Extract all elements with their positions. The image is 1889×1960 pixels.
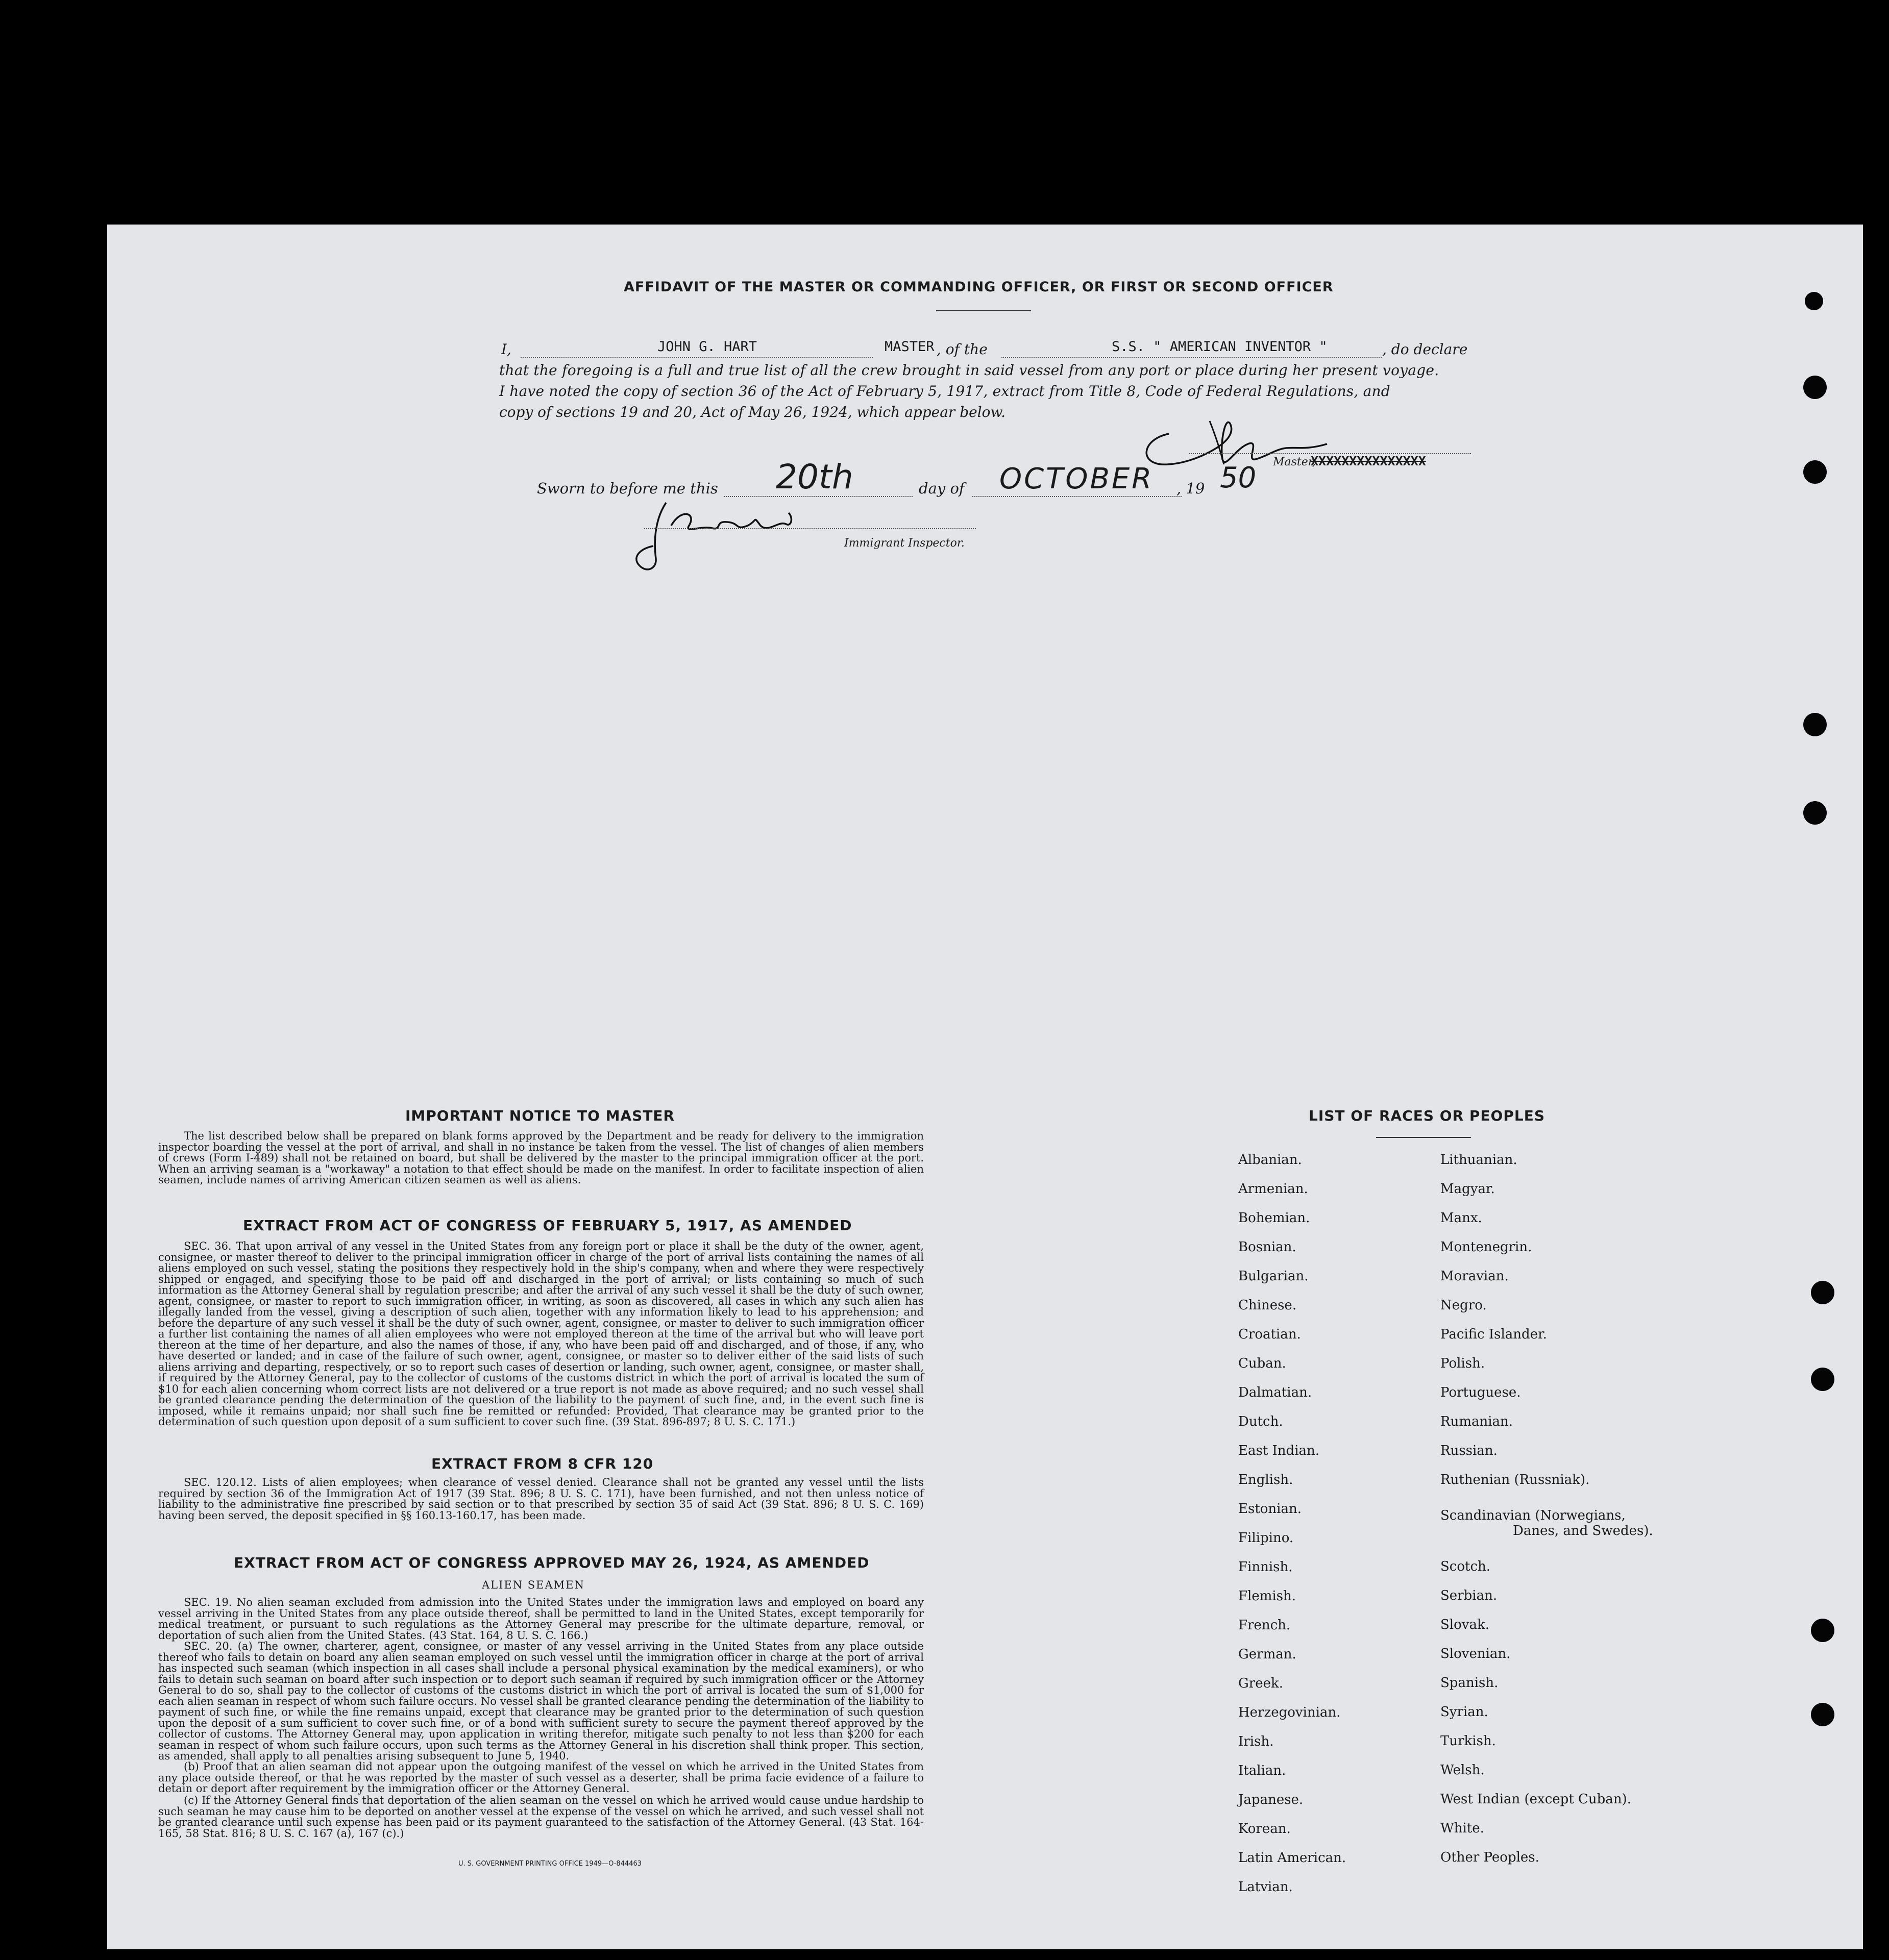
race-item: German. — [1238, 1647, 1296, 1662]
race-item: Welsh. — [1440, 1763, 1485, 1778]
notice-text: The list described below shall be prepared on blank forms approved by the Department and be ready for delivery to the immigration inspector boarding the vessel at the port of arrival, and shall in no instance be taken from the vessel. The list of changes of alien members of crews (Form I-489) shall not be retained on board, but shall be delivered by the master to the principal immigration officer at the port. When an arriving seaman is a "workaway" a notation to that effect should be made on the manifest. In order to facilitate inspection of alien seamen, include names of arriving American citizen seamen as well as aliens. — [158, 1130, 924, 1186]
i-label: I, — [501, 341, 511, 358]
affidavit-title: AFFIDAVIT OF THE MASTER OR COMMANDING OFFICER, OR FIRST OR SECOND OFFICER — [624, 279, 1334, 295]
race-item: Ruthenian (Russniak). — [1440, 1472, 1590, 1487]
punch-hole — [1803, 713, 1827, 736]
sec20c-text: (c) If the Attorney General finds that deportation of the alien seaman on the vessel on which he arrived would cause undue hardship to such seaman he may cause him to be deported on another vessel at the expense of the vessel on which he arrived, and such vessel shall not be granted clearance until such expense has been paid or its payment guaranteed to the satisfaction of the Attorney General. (43 Stat. 164-165, 58 Stat. 816; 8 U. S. C. 167 (a), 167 (c).) — [158, 1794, 924, 1840]
alien-seamen-subtitle: ALIEN SEAMEN — [482, 1579, 585, 1591]
race-item: Bohemian. — [1238, 1210, 1310, 1226]
race-item: Albanian. — [1238, 1152, 1302, 1168]
extract-cfr-title: EXTRACT FROM 8 CFR 120 — [431, 1455, 654, 1472]
month-value: OCTOBER — [999, 462, 1154, 495]
race-item: Portuguese. — [1440, 1385, 1521, 1400]
punch-hole — [1805, 292, 1823, 310]
punch-hole — [1803, 376, 1827, 399]
race-item: Spanish. — [1440, 1675, 1499, 1691]
race-item: Slovenian. — [1440, 1646, 1511, 1661]
affidavit-line-4: copy of sections 19 and 20, Act of May 26, 1924, which appear below. — [499, 404, 1006, 420]
race-item: Cuban. — [1238, 1356, 1286, 1371]
extract-1924-title: EXTRACT FROM ACT OF CONGRESS APPROVED MAY 26, 1924, AS AMENDED — [234, 1554, 870, 1571]
master-name: JOHN G. HART — [657, 339, 757, 355]
race-item: Moravian. — [1440, 1269, 1509, 1284]
sec20a-text: SEC. 20. (a) The owner, charterer, agent, consignee, or master of any vessel arriving in the United States from any place outside thereof who fails to detain on board any alien seaman employed on such vessel until the immigration officer in charge at the port of arrival has inspected such seaman (which inspection in all cases shall include a personal physical examination by the medical examiners), or who fails to detain such seaman on board after such inspection or to deport such seaman if required by such immigration officer or the Attorney General to do so, shall pay to the collector of customs of the customs district in which the port of arrival is located the sum of $1,000 for each alien seaman in respect of whom such failure occurs. No vessel shall be granted clearance pending the determination of the liability to payment of such fine, or while the fine remains unpaid, except that clearance may be granted prior to the determination of such question upon the deposit of a sum sufficient to cover such fine, or of a bond with sufficient surety to secure the payment thereof approved by the collector of customs. The Attorney General may, upon application in writing therefor, mitigate such penalty to not less than $200 for each seaman in respect of whom such failure occurs, upon such terms as the Attorney General in his discretion shall think proper. This section, as amended, shall apply to all penalties arising subsequent to June 5, 1940. — [158, 1640, 924, 1762]
race-item: Syrian. — [1440, 1704, 1488, 1720]
race-item: Latvian. — [1238, 1879, 1293, 1895]
race-item: French. — [1238, 1618, 1291, 1633]
race-item: Negro. — [1440, 1298, 1487, 1313]
affidavit-line-3: I have noted the copy of section 36 of the Act of February 5, 1917, extract from Title 8, Code of Federal Regulations, and — [499, 383, 1390, 400]
race-item: Armenian. — [1238, 1181, 1308, 1197]
sec19-text: SEC. 19. No alien seaman excluded from admission into the United States under the immigration laws and employed on board any vessel arriving in the United States from any place outside thereof, shall be permitted to land in the United States, except temporarily for medical treatment, or pursuant to such regulations as the Attorney General may prescribe for the ultimate departure, removal, or deportation of such alien from the United States. (43 Stat. 164, 8 U. S. C. 166.) — [158, 1596, 924, 1642]
master-struck-title: XXXXXXXXXXXXXXX — [1311, 454, 1426, 468]
race-item: Irish. — [1238, 1734, 1274, 1749]
vessel-name: S.S. " AMERICAN INVENTOR " — [1112, 339, 1328, 355]
day-value: 20th — [776, 457, 853, 497]
sec20b-text: (b) Proof that an alien seaman did not appear upon the outgoing manifest of the vessel on which he arrived in the United States from any place outside thereof, or that he was reported by the master of such vessel as a deserter, shall be prima facie evidence of a failure to detain or deport after requirement by the immigration officer or the Attorney General. — [158, 1760, 924, 1795]
race-item: Rumanian. — [1440, 1414, 1513, 1429]
master-label: Master, — [1273, 456, 1316, 468]
punch-hole — [1811, 1281, 1834, 1304]
race-item: Turkish. — [1440, 1733, 1496, 1749]
race-item: East Indian. — [1238, 1443, 1320, 1458]
race-item: Other Peoples. — [1440, 1850, 1539, 1865]
punch-hole — [1811, 1619, 1834, 1642]
race-item: Pacific Islander. — [1440, 1327, 1547, 1342]
race-item: Russian. — [1440, 1443, 1498, 1458]
sworn-label: Sworn to before me this — [537, 480, 718, 497]
punch-hole — [1803, 460, 1827, 484]
race-item: White. — [1440, 1821, 1484, 1836]
day-of-label: day of — [919, 480, 965, 497]
races-rule — [1376, 1137, 1471, 1138]
extract-1917-title: EXTRACT FROM ACT OF CONGRESS OF FEBRUARY 5, 1917, AS AMENDED — [243, 1217, 852, 1234]
race-item: Finnish. — [1238, 1559, 1293, 1575]
race-item: Lithuanian. — [1440, 1152, 1517, 1168]
inspector-signature — [625, 498, 819, 574]
race-item: Montenegrin. — [1440, 1239, 1532, 1255]
year-prefix: , 19 — [1176, 480, 1205, 497]
race-item: Latin American. — [1238, 1850, 1346, 1866]
year-value: 50 — [1220, 461, 1257, 494]
title-rule — [936, 310, 1031, 311]
punch-hole — [1811, 1368, 1834, 1391]
race-item: Manx. — [1440, 1210, 1482, 1226]
punch-hole — [1811, 1703, 1834, 1726]
race-item: Dutch. — [1238, 1414, 1283, 1429]
race-item: Polish. — [1440, 1356, 1485, 1371]
extract-cfr-text: SEC. 120.12. Lists of alien employees; when clearance of vessel denied. Clearance shall not be granted any vessel until the lists required by section 36 of the Immigration Act of 1917 (39 Stat. 896; 8 U. S. C. 171), have been furnished, and not then unless notice of liability to the administrative fine prescribed by said section or to that prescribed by section 35 of said Act (39 Stat. 896; 8 U. S. C. 169) having been served, the deposit specified in §§ 160.13-160.17, has been made. — [158, 1476, 924, 1522]
race-item: Filipino. — [1238, 1530, 1294, 1546]
race-item: Chinese. — [1238, 1298, 1297, 1313]
race-item: English. — [1238, 1472, 1293, 1487]
affidavit-line-2: that the foregoing is a full and true list of all the crew brought in said vessel from any port or place during her present voyage. — [499, 362, 1439, 379]
race-item: Estonian. — [1238, 1501, 1302, 1517]
race-item: West Indian (except Cuban). — [1440, 1792, 1631, 1807]
race-item: Serbian. — [1440, 1588, 1498, 1603]
inspector-signature-line — [644, 528, 976, 529]
race-item: Croatian. — [1238, 1327, 1301, 1342]
extract-1917-text: SEC. 36. That upon arrival of any vessel in the United States from any foreign port or place it shall be the duty of the owner, agent, consignee, or master thereof to deliver to the principal immigration officer in charge of the port of arrival lists containing the names of all aliens employed on such vessel, stating the positions they respectively hold in the ship's company, when and where they were respectively shipped or engaged, and specifying those to be paid off and discharged in the port of arrival; or lists containing so much of such information as the Attorney General shall by regulation prescribe; and after the arrival of any such vessel it shall be the duty of such owner, agent, consignee, or master to report to such immigration officer, in writing, as soon as discovered, all cases in which any such alien has illegally landed from the vessel, giving a description of such alien, together with any information likely to lead to his apprehension; and before the departure of any such vessel it shall be the duty of such owner, agent, consignee, or master to deliver to such immigration officer a further list containing the names of all alien employees who were not employed thereon at the time of the arrival but who will leave port thereon at the time of her departure, and also the names of those, if any, who have been paid off and discharged, and of those, if any, who have deserted or landed; and in case of the failure of such owner, agent, consignee, or master so to deliver either of the said lists of such aliens arriving and departing, respectively, or so to report such cases of desertion or landing, such owner, agent, consignee, or master shall, if required by the Attorney General, pay to the collector of customs of the customs district in which the port of arrival is located the sum of $10 for each alien concerning whom correct lists are not delivered or a true report is not made as above required; and no such vessel shall be granted clearance pending the determination of the question of the liability to the payment of such fine, and, in the event such fine is imposed, while it remains unpaid; nor shall such fine be remitted or refunded: Provided, That clearance may be granted prior to the determination of such question upon deposit of a sum sufficient to cover such fine. (39 Stat. 896-897; 8 U. S. C. 171.) — [158, 1240, 924, 1428]
race-item: Italian. — [1238, 1763, 1286, 1778]
race-item: Japanese. — [1238, 1792, 1304, 1807]
of-the-label: , of the — [937, 341, 988, 358]
vessel-line — [1001, 357, 1382, 358]
race-item: Slovak. — [1440, 1617, 1489, 1632]
inspector-label: Immigrant Inspector. — [844, 537, 965, 550]
do-declare-label: , do declare — [1382, 341, 1468, 358]
notice-title: IMPORTANT NOTICE TO MASTER — [405, 1107, 675, 1124]
printer-imprint: U. S. GOVERNMENT PRINTING OFFICE 1949—O-844463 — [458, 1860, 642, 1868]
races-title: LIST OF RACES OR PEOPLES — [1309, 1107, 1545, 1124]
race-item: Danes, and Swedes). — [1513, 1523, 1653, 1539]
rank: MASTER — [885, 339, 935, 355]
name-line — [521, 357, 873, 358]
race-item: Greek. — [1238, 1676, 1283, 1691]
month-line — [972, 496, 1182, 497]
race-item: Bosnian. — [1238, 1239, 1296, 1255]
race-item: Korean. — [1238, 1821, 1291, 1837]
race-item: Flemish. — [1238, 1589, 1296, 1604]
race-item: Herzegovinian. — [1238, 1705, 1341, 1720]
race-item: Scotch. — [1440, 1559, 1491, 1574]
punch-hole — [1803, 801, 1827, 825]
race-item: Dalmatian. — [1238, 1385, 1312, 1400]
race-item: Magyar. — [1440, 1181, 1495, 1197]
race-item: Bulgarian. — [1238, 1269, 1309, 1284]
race-item: Scandinavian (Norwegians, — [1440, 1508, 1626, 1523]
